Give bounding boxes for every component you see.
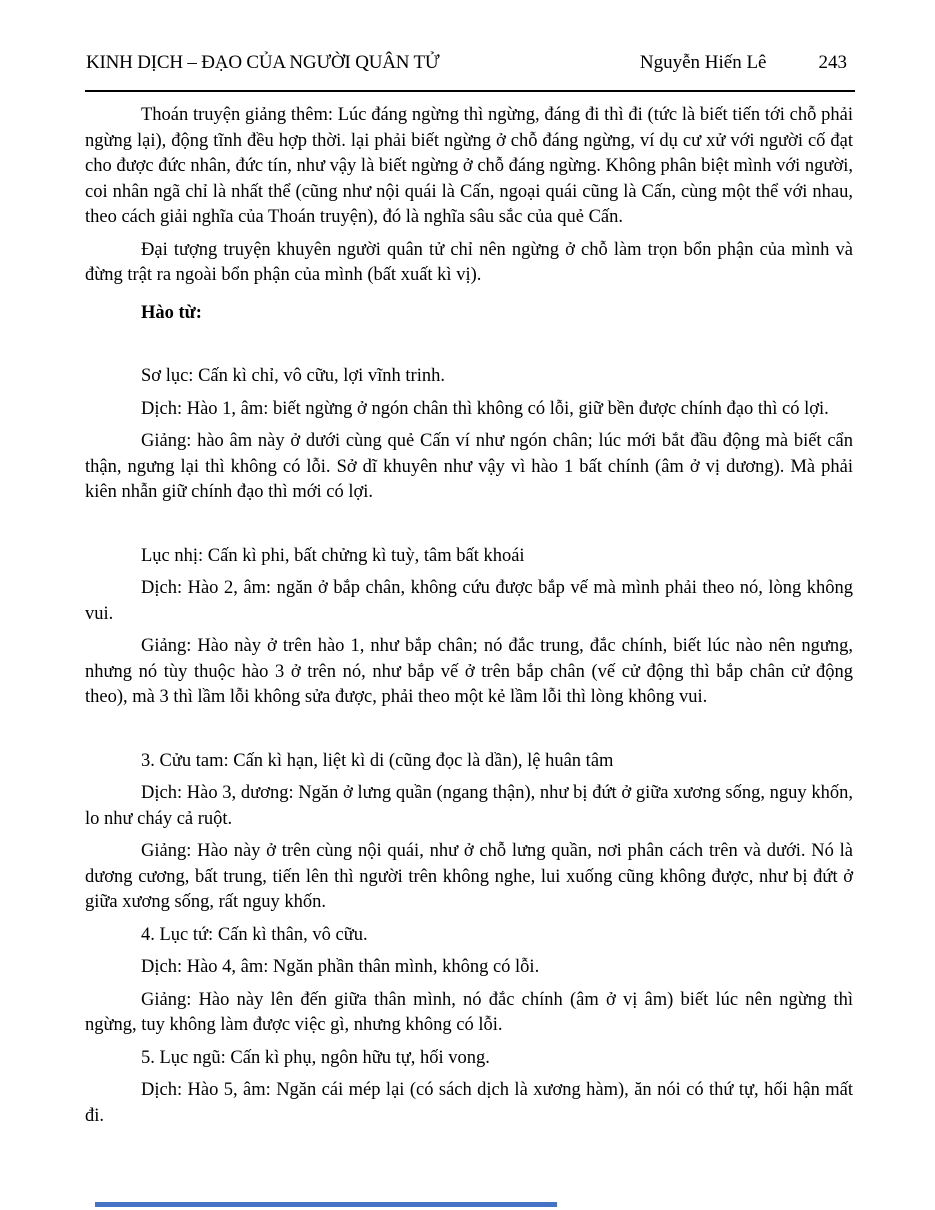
page-header [0, 0, 935, 74]
paragraph-cuu-tam: 3. Cửu tam: Cấn kì hạn, liệt kì di (cũng đọc là dần), lệ huân tâm [141, 750, 614, 771]
paragraph-giang-hao-4: Giảng: Hào này lên đến giữa thân mình, nó đắc chính (âm ở vị âm) biết lúc nên ngừng thì ngừng, tuy không làm được việc gì, nhưng không có lỗi. [85, 989, 853, 1035]
paragraph-luc-tu: 4. Lục tứ: Cấn kì thân, vô cữu. [141, 924, 368, 945]
paragraph-thoan-truyen: Thoán truyện giảng thêm: Lúc đáng ngừng thì ngừng, đáng đi thì đi (tức là biết tiến tới chỗ phải ngừng lại), động tĩnh đều hợp thời. lại phải biết ngừng ở chỗ đáng ngừng, ví dụ cư xử với người cố đạt cho được đức nhân, đức tín, như vậy là biết ngừng ở chỗ đáng ngừng. Không phân biệt mình với người, coi nhân ngã chỉ là nhất thể (cũng như nội quái là Cấn, ngoại quái cũng là Cấn, cùng một thể với nhau, theo cách giải nghĩa của Thoán truyện), đó là nghĩa sâu sắc của quẻ Cấn. [85, 105, 854, 227]
paragraph-luc-nhi: Lục nhị: Cấn kì phi, bất chửng kì tuỳ, tâm bất khoái [141, 545, 525, 566]
paragraph-dich-hao-1: Dịch: Hào 1, âm: biết ngừng ở ngón chân thì không có lỗi, giữ bền được chính đạo thì có lợi. [141, 398, 829, 419]
paragraph-dich-hao-3: Dịch: Hào 3, dương: Ngăn ở lưng quần (ngang thận), như bị đứt ở giữa xương sống, nguy khốn, lo như cháy cả ruột. [85, 783, 853, 829]
author-name: Nguyễn Hiến Lê [639, 52, 767, 73]
paragraph-dich-hao-2: Dịch: Hào 2, âm: ngăn ở bắp chân, không cứu được bắp vế mà mình phải theo nó, lòng không vui. [85, 578, 853, 624]
page-body [0, 92, 935, 1129]
paragraph-so-luc: Sơ lục: Cấn kì chỉ, vô cữu, lợi vĩnh trinh. [141, 366, 445, 386]
paragraph-giang-hao-1: Giảng: hào âm này ở dưới cùng quẻ Cấn ví như ngón chân; lúc mới bắt đầu động mà biết cẩn thận, ngưng lại thì không có lỗi. Sở dĩ khuyên như vậy vì hào 1 bất chính (âm ở vị dương). Mà phải kiên nhẫn giữ chính đạo thì mới có lợi. [85, 431, 853, 502]
section-heading-hao-tu: Hào từ: [141, 302, 202, 323]
paragraph-dich-hao-4: Dịch: Hào 4, âm: Ngăn phần thân mình, không có lỗi. [141, 957, 540, 977]
bottom-highlight-bar [95, 1202, 557, 1207]
header-right [640, 52, 847, 74]
paragraph-luc-ngu: 5. Lục ngũ: Cấn kì phụ, ngôn hữu tự, hối vong. [141, 1047, 490, 1068]
paragraph-giang-hao-2: Giảng: Hào này ở trên hào 1, như bắp chân; nó đắc trung, đắc chính, biết lúc nào nên ngưng, nhưng nó tùy thuộc hào 3 ở trên nó, như bắp vế ở trên bắp chân (vế cử động thì bắp chân cử động theo), mà 3 thì lầm lỗi không sửa được, phải theo một kẻ lầm lỗi thì lòng không vui. [85, 636, 853, 707]
page-number: 243 [818, 52, 847, 73]
paragraph-giang-hao-3: Giảng: Hào này ở trên cùng nội quái, như ở chỗ lưng quần, nơi phân cách trên và dưới. Nó là dương cương, bất trung, tiến lên thì người trên không nghe, lui xuống cũng không được, như bị đứt ở giữa xương sống, rất nguy khốn. [85, 841, 853, 912]
paragraph-dich-hao-5: Dịch: Hào 5, âm: Ngăn cái mép lại (có sách dịch là xương hàm), ăn nói có thứ tự, hối hận mất đi. [85, 1080, 853, 1126]
book-title: KINH DỊCH – ĐẠO CỦA NGƯỜI QUÂN TỬ [86, 52, 440, 73]
paragraph-dai-tuong: Đại tượng truyện khuyên người quân tử chỉ nên ngừng ở chỗ làm trọn bổn phận của mình và đừng trật ra ngoài bổn phận của mình (bất xuất kì vị). [85, 239, 853, 285]
